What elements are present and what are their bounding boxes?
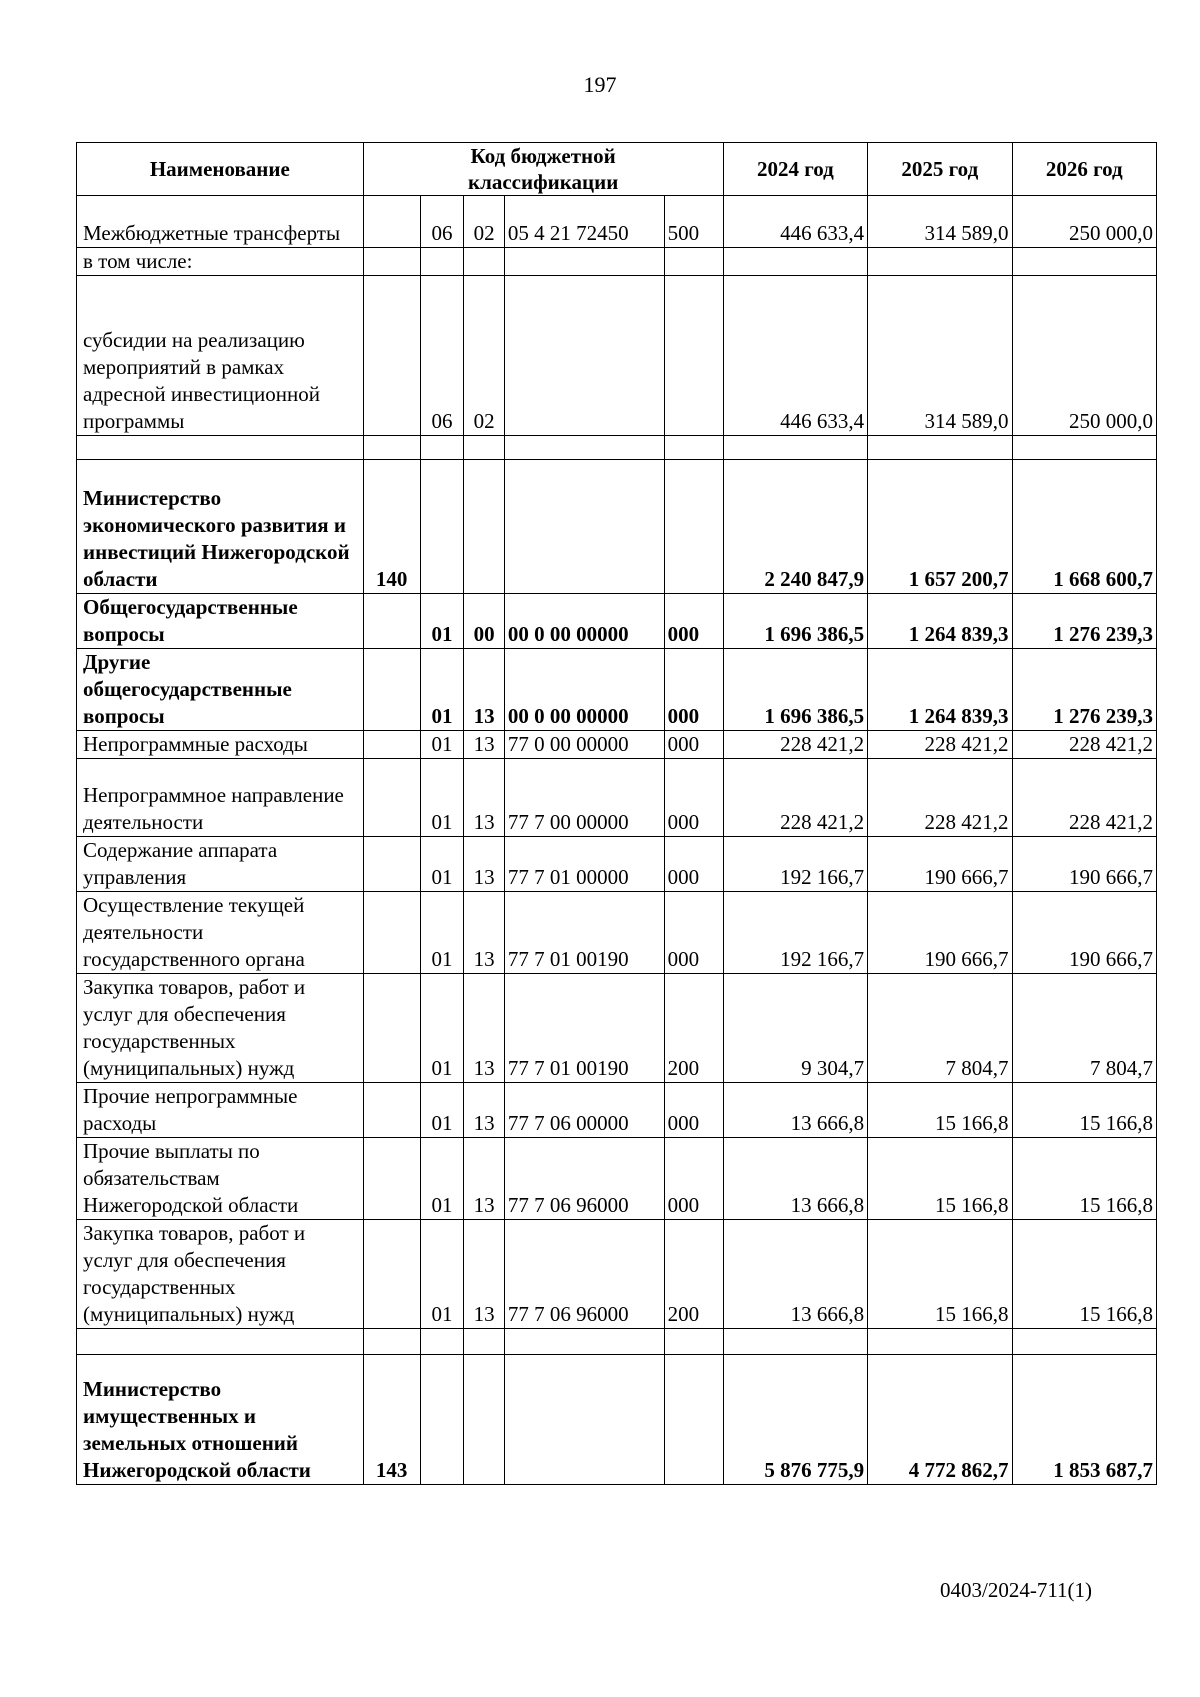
cell-ved: 143	[363, 1355, 420, 1485]
cell-2026: 228 421,2	[1012, 759, 1156, 837]
cell-section: 01	[420, 594, 464, 649]
cell-2025	[868, 1329, 1012, 1355]
cell-expense-type	[664, 1355, 723, 1485]
cell-expense-type	[664, 1329, 723, 1355]
cell-section: 01	[420, 759, 464, 837]
cell-target-article: 00 0 00 00000	[504, 649, 664, 731]
cell-name	[77, 436, 364, 460]
cell-2025: 1 264 839,3	[868, 594, 1012, 649]
cell-expense-type: 200	[664, 1220, 723, 1329]
cell-subsection: 13	[464, 649, 504, 731]
cell-2025: 15 166,8	[868, 1220, 1012, 1329]
cell-2024: 13 666,8	[723, 1220, 867, 1329]
cell-subsection: 13	[464, 974, 504, 1083]
table-row	[77, 436, 1157, 460]
cell-2025: 314 589,0	[868, 196, 1012, 248]
cell-section: 01	[420, 731, 464, 759]
cell-section: 06	[420, 196, 464, 248]
cell-subsection: 13	[464, 731, 504, 759]
table-row	[77, 276, 1157, 436]
header-2026: 2026 год	[1012, 143, 1156, 196]
document-code: 0403/2024-711(1)	[940, 1578, 1093, 1602]
cell-target-article	[504, 248, 664, 276]
cell-target-article	[504, 1329, 664, 1355]
cell-2026: 1 276 239,3	[1012, 649, 1156, 731]
cell-2025	[868, 436, 1012, 460]
table-header-row	[77, 143, 1157, 196]
table-row	[77, 731, 1157, 759]
cell-2024: 228 421,2	[723, 731, 867, 759]
cell-expense-type: 000	[664, 837, 723, 892]
cell-section: 01	[420, 649, 464, 731]
cell-target-article: 77 0 00 00000	[504, 731, 664, 759]
cell-subsection	[464, 1329, 504, 1355]
cell-2026: 7 804,7	[1012, 974, 1156, 1083]
cell-section: 01	[420, 974, 464, 1083]
cell-name: Непрограммное направление деятельности	[77, 759, 364, 837]
cell-2024: 192 166,7	[723, 892, 867, 974]
cell-2025: 4 772 862,7	[868, 1355, 1012, 1485]
cell-subsection: 00	[464, 594, 504, 649]
cell-2024	[723, 436, 867, 460]
cell-name: Содержание аппарата управления	[77, 837, 364, 892]
cell-name: Прочие непрограммные расходы	[77, 1083, 364, 1138]
table-row	[77, 460, 1157, 594]
cell-subsection	[464, 1355, 504, 1485]
cell-2024: 13 666,8	[723, 1138, 867, 1220]
cell-name	[77, 1329, 364, 1355]
cell-ved	[363, 892, 420, 974]
cell-subsection: 13	[464, 1083, 504, 1138]
page-number: 197	[583, 72, 617, 97]
cell-target-article	[504, 436, 664, 460]
cell-2024: 9 304,7	[723, 974, 867, 1083]
cell-subsection: 13	[464, 892, 504, 974]
cell-section	[420, 460, 464, 594]
cell-expense-type	[664, 248, 723, 276]
cell-subsection	[464, 460, 504, 594]
cell-section: 01	[420, 892, 464, 974]
cell-expense-type	[664, 460, 723, 594]
cell-subsection: 02	[464, 196, 504, 248]
cell-expense-type: 500	[664, 196, 723, 248]
header-2024: 2024 год	[723, 143, 867, 196]
cell-expense-type: 000	[664, 594, 723, 649]
cell-name: субсидии на реализацию мероприятий в рамках адресной инвестиционной программы	[77, 276, 364, 436]
cell-target-article: 77 7 06 96000	[504, 1138, 664, 1220]
cell-2026: 15 166,8	[1012, 1083, 1156, 1138]
cell-target-article: 77 7 06 00000	[504, 1083, 664, 1138]
cell-2024	[723, 248, 867, 276]
cell-2026: 190 666,7	[1012, 837, 1156, 892]
cell-ved	[363, 837, 420, 892]
cell-expense-type: 200	[664, 974, 723, 1083]
cell-ved	[363, 248, 420, 276]
cell-ved	[363, 436, 420, 460]
table-row	[77, 1138, 1157, 1220]
cell-expense-type	[664, 436, 723, 460]
cell-name: Межбюджетные трансферты	[77, 196, 364, 248]
cell-2024: 446 633,4	[723, 276, 867, 436]
cell-2025: 15 166,8	[868, 1083, 1012, 1138]
cell-2026: 250 000,0	[1012, 276, 1156, 436]
cell-2025: 228 421,2	[868, 731, 1012, 759]
cell-ved	[363, 276, 420, 436]
cell-2026: 228 421,2	[1012, 731, 1156, 759]
cell-section: 06	[420, 276, 464, 436]
table-row	[77, 837, 1157, 892]
cell-subsection: 13	[464, 837, 504, 892]
cell-name: Общегосударственные вопросы	[77, 594, 364, 649]
table-row	[77, 759, 1157, 837]
cell-target-article: 00 0 00 00000	[504, 594, 664, 649]
cell-subsection: 02	[464, 276, 504, 436]
cell-2024: 1 696 386,5	[723, 649, 867, 731]
cell-ved	[363, 974, 420, 1083]
cell-name: Осуществление текущей деятельности государственного органа	[77, 892, 364, 974]
cell-2024: 2 240 847,9	[723, 460, 867, 594]
cell-expense-type	[664, 276, 723, 436]
cell-2026	[1012, 1329, 1156, 1355]
header-code: Код бюджетной классификации	[363, 143, 723, 196]
cell-section	[420, 436, 464, 460]
cell-2025: 1 657 200,7	[868, 460, 1012, 594]
cell-section: 01	[420, 1220, 464, 1329]
cell-target-article: 77 7 01 00000	[504, 837, 664, 892]
cell-section	[420, 1355, 464, 1485]
table-row	[77, 248, 1157, 276]
cell-2025: 190 666,7	[868, 892, 1012, 974]
cell-2025: 15 166,8	[868, 1138, 1012, 1220]
cell-target-article	[504, 276, 664, 436]
cell-expense-type: 000	[664, 1138, 723, 1220]
cell-target-article	[504, 1355, 664, 1485]
cell-expense-type: 000	[664, 892, 723, 974]
table-row	[77, 974, 1157, 1083]
cell-name: Другие общегосударственные вопросы	[77, 649, 364, 731]
table-row	[77, 892, 1157, 974]
cell-section: 01	[420, 1138, 464, 1220]
cell-section	[420, 1329, 464, 1355]
cell-name: Прочие выплаты по обязательствам Нижегородской области	[77, 1138, 364, 1220]
cell-2025: 228 421,2	[868, 759, 1012, 837]
cell-subsection: 13	[464, 759, 504, 837]
cell-2026	[1012, 436, 1156, 460]
cell-2026: 1 276 239,3	[1012, 594, 1156, 649]
cell-ved: 140	[363, 460, 420, 594]
cell-2024	[723, 1329, 867, 1355]
cell-2024: 1 696 386,5	[723, 594, 867, 649]
cell-ved	[363, 731, 420, 759]
cell-2025: 314 589,0	[868, 276, 1012, 436]
budget-table	[76, 142, 1157, 1485]
cell-expense-type: 000	[664, 1083, 723, 1138]
cell-2024: 13 666,8	[723, 1083, 867, 1138]
cell-name: Закупка товаров, работ и услуг для обеспечения государственных (муниципальных) нужд	[77, 974, 364, 1083]
cell-section	[420, 248, 464, 276]
cell-name: Министерство экономического развития и инвестиций Нижегородской области	[77, 460, 364, 594]
cell-name: Непрограммные расходы	[77, 731, 364, 759]
cell-2025: 1 264 839,3	[868, 649, 1012, 731]
cell-expense-type: 000	[664, 759, 723, 837]
cell-2026: 1 853 687,7	[1012, 1355, 1156, 1485]
cell-expense-type: 000	[664, 731, 723, 759]
table-row	[77, 1355, 1157, 1485]
cell-name: Министерство имущественных и земельных отношений Нижегородской области	[77, 1355, 364, 1485]
cell-ved	[363, 1138, 420, 1220]
cell-ved	[363, 1220, 420, 1329]
cell-2024: 228 421,2	[723, 759, 867, 837]
cell-target-article: 77 7 06 96000	[504, 1220, 664, 1329]
cell-2026	[1012, 248, 1156, 276]
cell-ved	[363, 759, 420, 837]
cell-2026: 1 668 600,7	[1012, 460, 1156, 594]
cell-2026: 15 166,8	[1012, 1138, 1156, 1220]
table-row	[77, 196, 1157, 248]
cell-name: в том числе:	[77, 248, 364, 276]
cell-ved	[363, 1329, 420, 1355]
cell-2026: 250 000,0	[1012, 196, 1156, 248]
header-2025: 2025 год	[868, 143, 1012, 196]
cell-target-article: 77 7 01 00190	[504, 974, 664, 1083]
cell-ved	[363, 649, 420, 731]
cell-ved	[363, 196, 420, 248]
cell-2024: 192 166,7	[723, 837, 867, 892]
table-row	[77, 1329, 1157, 1355]
cell-2025	[868, 248, 1012, 276]
cell-2026: 15 166,8	[1012, 1220, 1156, 1329]
cell-2025: 190 666,7	[868, 837, 1012, 892]
table-body	[77, 196, 1157, 1485]
cell-2024: 446 633,4	[723, 196, 867, 248]
table-row	[77, 649, 1157, 731]
table-row	[77, 594, 1157, 649]
cell-2024: 5 876 775,9	[723, 1355, 867, 1485]
cell-subsection: 13	[464, 1220, 504, 1329]
cell-expense-type: 000	[664, 649, 723, 731]
table-row	[77, 1083, 1157, 1138]
cell-subsection	[464, 248, 504, 276]
cell-2026: 190 666,7	[1012, 892, 1156, 974]
cell-target-article: 05 4 21 72450	[504, 196, 664, 248]
header-name: Наименование	[77, 143, 364, 196]
cell-2025: 7 804,7	[868, 974, 1012, 1083]
cell-ved	[363, 1083, 420, 1138]
cell-ved	[363, 594, 420, 649]
cell-target-article	[504, 460, 664, 594]
cell-section: 01	[420, 1083, 464, 1138]
cell-target-article: 77 7 01 00190	[504, 892, 664, 974]
cell-section: 01	[420, 837, 464, 892]
table-row	[77, 1220, 1157, 1329]
cell-subsection: 13	[464, 1138, 504, 1220]
cell-subsection	[464, 436, 504, 460]
cell-name: Закупка товаров, работ и услуг для обеспечения государственных (муниципальных) нужд	[77, 1220, 364, 1329]
cell-target-article: 77 7 00 00000	[504, 759, 664, 837]
